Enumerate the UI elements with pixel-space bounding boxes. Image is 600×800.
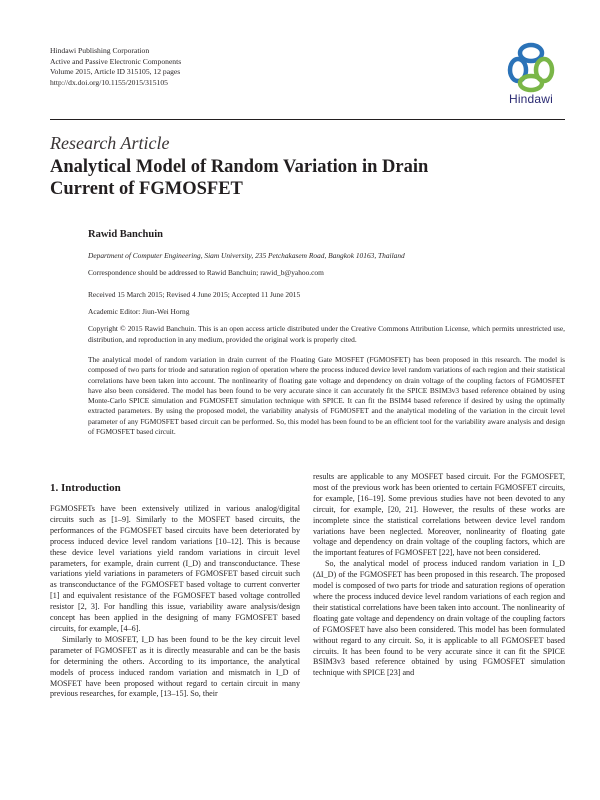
correspondence: Correspondence should be addressed to Rawid Banchuin; rawid_b@yahoo.com: [88, 268, 324, 277]
body-column-right: [313, 472, 565, 679]
article-title: [50, 156, 510, 200]
journal-header: [50, 46, 380, 88]
doi-link[interactable]: http://dx.doi.org/10.1155/2015/315105: [50, 77, 168, 87]
paragraph: So, the analytical model of process induced random variation in I_D (ΔI_D) of the FGMOSFET has been proposed in this research. The proposed model is composed of two parts for triode and saturation regions of operation where the process induced device level random variations of each region and their statistical correlations have been taken into account. The nonlinearity of floating gate voltage and dependency on drain voltage of the coupling factors of FGMOSFET have also been considered. This model has been formulated without regard to any circuit. So, it is applicable to all FGMOSFET based circuits. It has been found to be very accurate since it can fit the SPICE BSIM3v3 based reference obtained by using FGMOSFET simulation technique with SPICE [23] and: [313, 559, 565, 678]
body-column-left: [50, 504, 300, 700]
volume-line: Volume 2015, Article ID 315105, 12 pages: [50, 67, 181, 77]
article-type: Research Article: [50, 133, 170, 153]
title-line-2: Current of FGMOSFET: [50, 179, 243, 199]
paragraph: FGMOSFETs have been extensively utilized in various analog/digital circuits such as [1–9]. Similarly to the MOSFET based circuits, the performances of the FGMOSFET based circuits have been deteriorated by process induced device level random variations [10–12]. This is because these device level variations yield random variations in circuit level parameters, for example, drain current (I_D) and transconductance. These variations yield variations in parameters of FGMOSFET based circuit such as transconductance of the FGMOSFET based voltage to current converter [1] and equivalent resistance of the FGMOSFET based voltage controlled resistor [2, 3]. For handling this issue, variability aware analysis/design concept has been applied in the designing of many FGMOSFET based circuits, for example, [4–6].: [50, 504, 300, 633]
publisher-line: Hindawi Publishing Corporation: [50, 46, 150, 55]
paragraph: results are applicable to any MOSFET based circuit. For the FGMOSFET, most of the previous work has been oriented to certain FGMOSFET circuits, for example, [16–19]. Some previous studies have not been devoted to any circuit, for example, [20, 21]. However, the results of these works are incomplete since the statistical correlations between device level random variations have been neglected. Moreover, nonlinearity of floating gate voltage and dependency on drain voltage of the coupling factors, which are the important features of FGMOSFET [22], have not been considered.: [313, 472, 565, 558]
affiliation: Department of Computer Engineering, Siam University, 235 Petchakasem Road, Bangkok 10163, Thailand: [88, 251, 405, 260]
author-name: Rawid Banchuin: [88, 229, 163, 240]
section-heading: 1. Introduction: [50, 482, 121, 494]
academic-editor: Academic Editor: Jiun-Wei Horng: [88, 307, 190, 316]
paragraph: Similarly to MOSFET, I_D has been found to be the key circuit level parameter of FGMOSFET as it is directly measurable and can be the basis for determining the others. According to its importance, the analytical models of process induced random variation and mismatch in I_D of MOSFET have been proposed without regard to certain circuit in many previous researches, for example, [13–15]. So, their: [50, 634, 300, 699]
title-line-1: Analytical Model of Random Variation in Drain: [50, 157, 429, 177]
header-divider: [50, 119, 565, 120]
logo-icon: [497, 42, 565, 94]
received-dates: Received 15 March 2015; Revised 4 June 2015; Accepted 11 June 2015: [88, 290, 301, 299]
journal-name-line: Active and Passive Electronic Components: [50, 56, 182, 66]
logo-wordmark: Hindawi: [508, 92, 554, 106]
abstract: The analytical model of random variation in drain current of the Floating Gate MOSFET (FGMOSFET) has been proposed in this research. The model is composed of two parts for triode and saturation region of operation where the process induced device level random variations of each region and their statistical correlations have been taken into account. The nonlinearity of floating gate voltage and dependency on drain voltage of the coupling factors of FGMOSFET have also been considered. The model has been found to be very accurate since it can accurately fit the SPICE BSIM3v3 based reference obtained by using Monte-Carlo SPICE simulation and FGMOSFET simulation technique with SPICE. It can fit the BSIM4 based reference if desired by using the optimally extracted parameters. By using the proposed model, the variability analysis of FGMOSFET and the analytical modeling of the variation in the circuit level parameter of any FGMOSFET based circuit can be performed. So, this model has been found to be an efficient tool for the variability aware analysis and design of FGMOSFET based circuit.: [88, 355, 565, 437]
copyright-notice: Copyright © 2015 Rawid Banchuin. This is an open access article distributed under the Creative Commons Attribution License, which permits unrestricted use, distribution, and reproduction in any medium, provided the original work is properly cited.: [88, 324, 565, 344]
